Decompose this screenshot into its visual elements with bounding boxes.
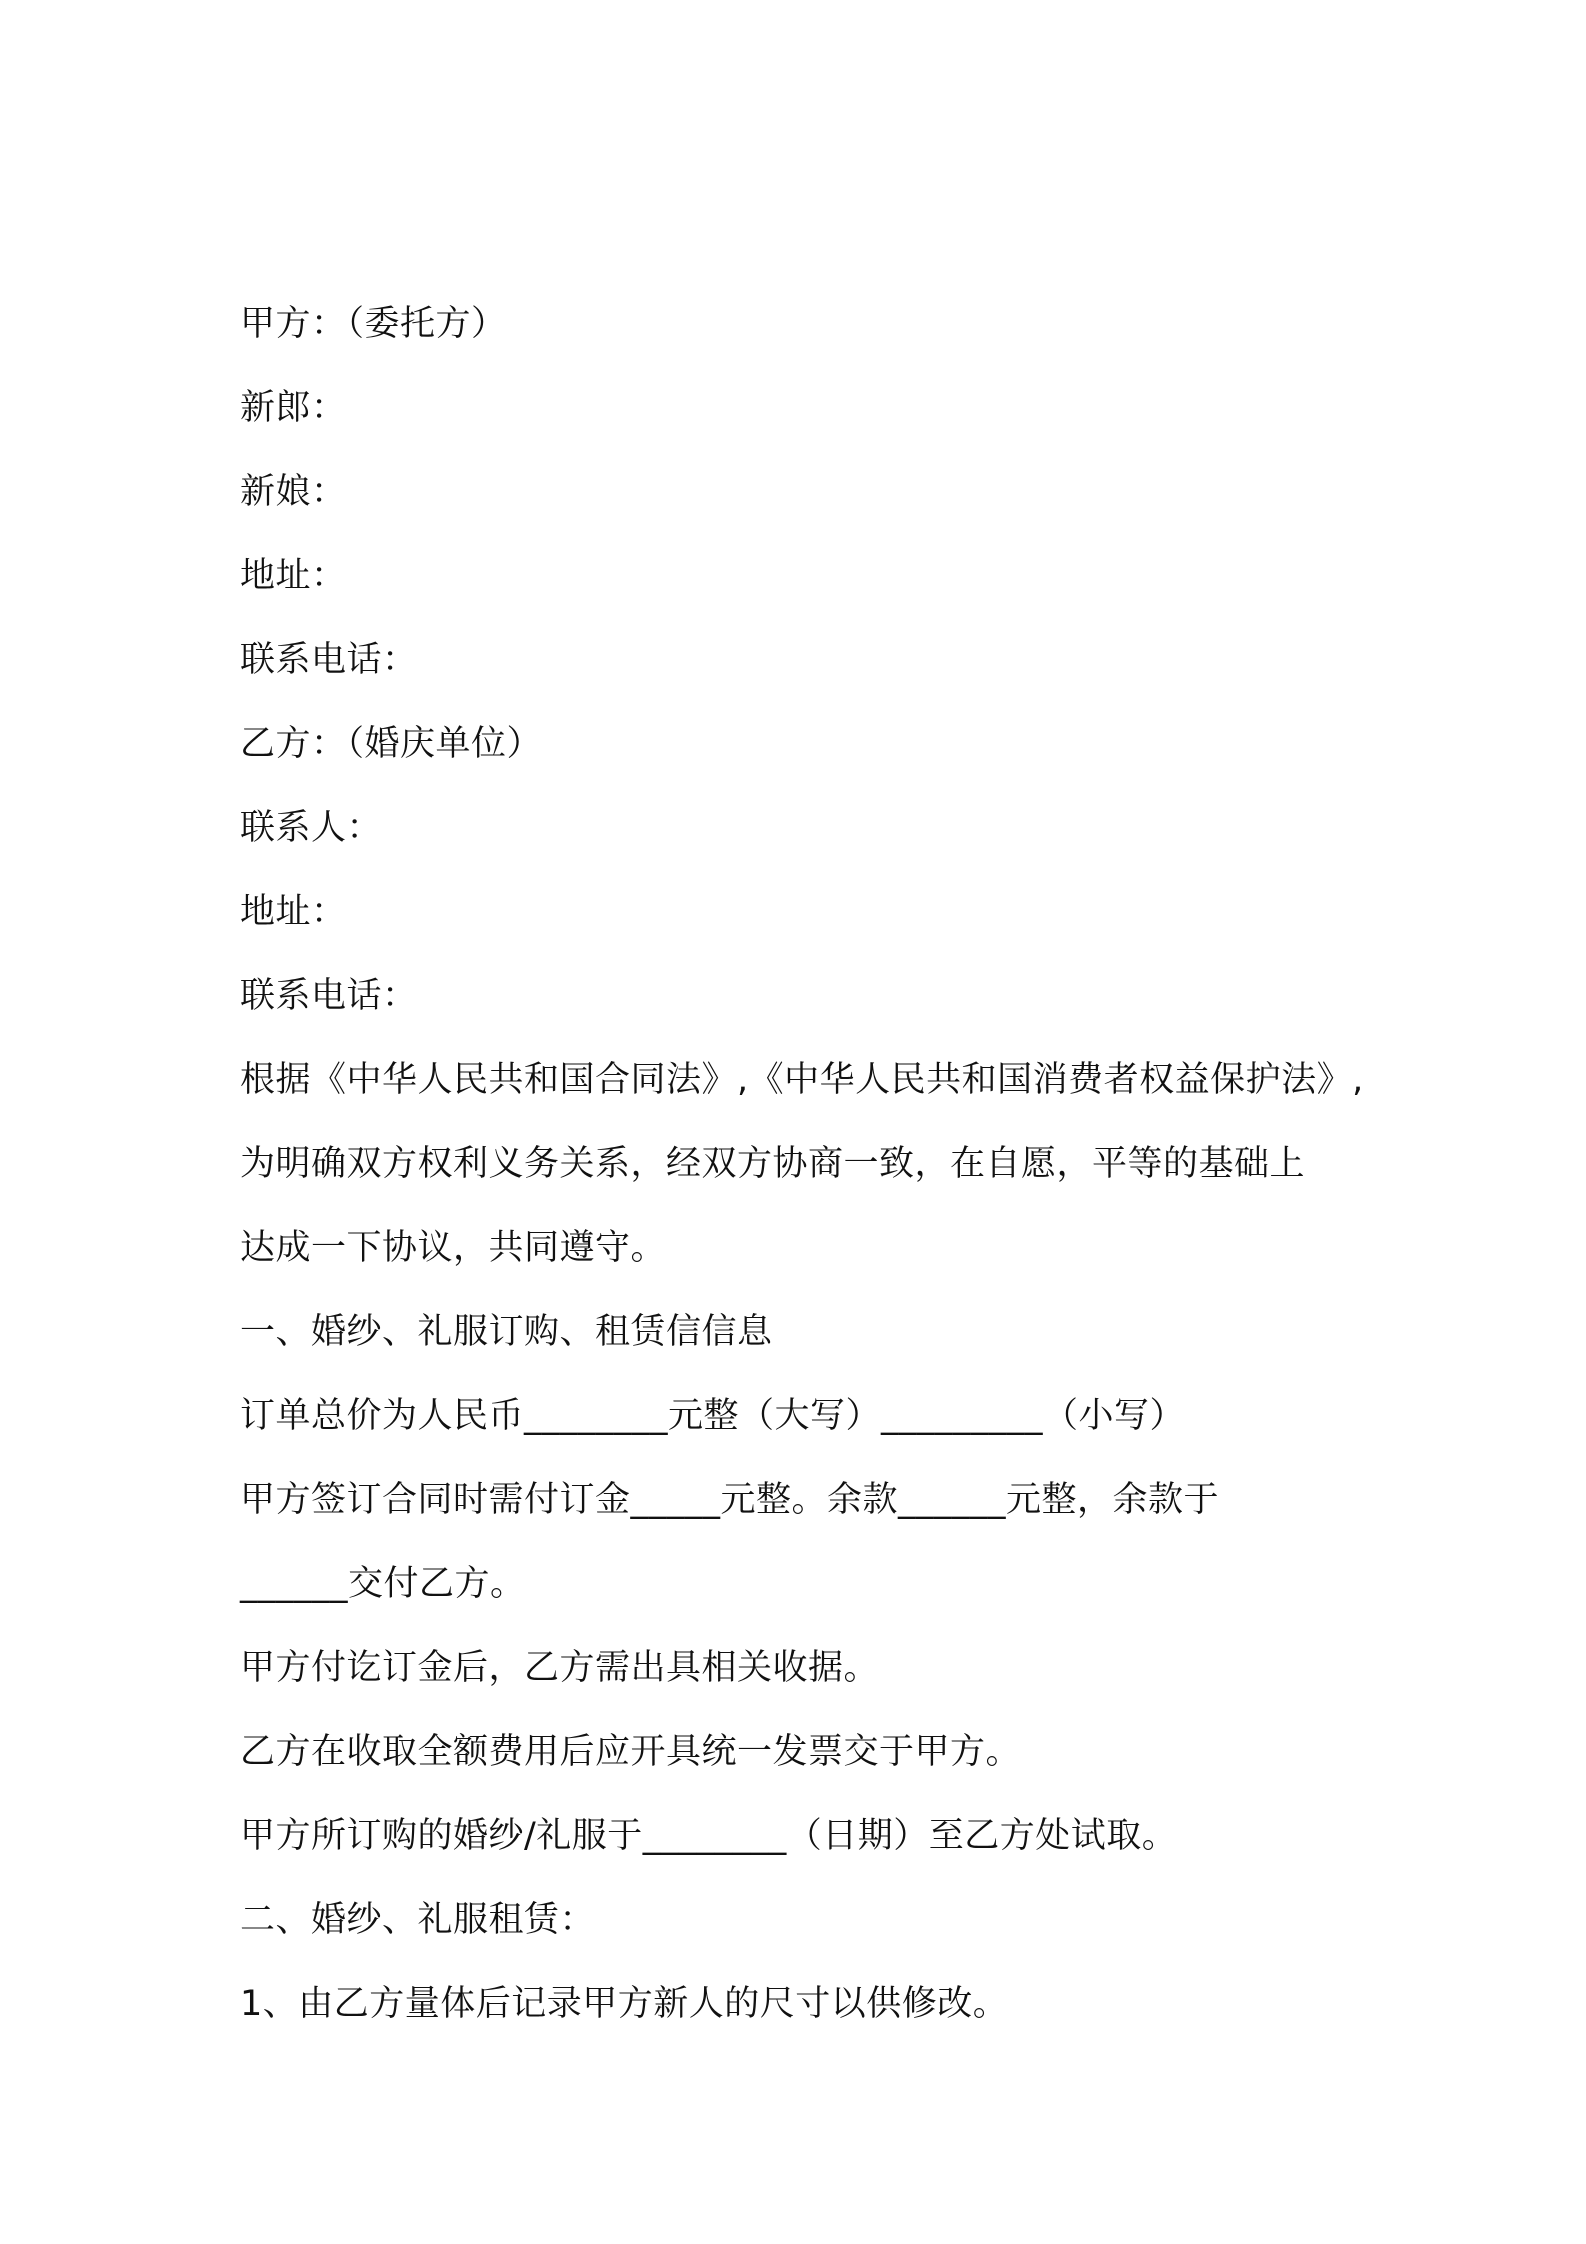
preamble-line-2: 为明确双方权利义务关系，经双方协商一致，在自愿，平等的基础上: [240, 1144, 1306, 1184]
section-2-heading: 二、婚纱、礼服租赁：: [240, 1900, 596, 1940]
contract-body: [240, 282, 1420, 2046]
fitting-date-line: 甲方所订购的婚纱/礼服于________（日期）至乙方处试取。: [240, 1816, 1178, 1856]
party-b-heading: 乙方：（婚庆单位）: [240, 724, 543, 764]
bride-field: 新娘：: [240, 472, 347, 512]
section-1-heading: 一、婚纱、礼服订购、租赁信信息: [240, 1312, 773, 1352]
party-b-phone-field: 联系电话：: [240, 976, 418, 1016]
balance-due-line: ______交付乙方。: [240, 1564, 526, 1604]
party-b-address-field: 地址：: [240, 892, 347, 932]
party-a-address-field: 地址：: [240, 556, 347, 596]
clause-1-line: 1、由乙方量体后记录甲方新人的尺寸以供修改。: [240, 1984, 1009, 2024]
party-b-contact-field: 联系人：: [240, 808, 383, 848]
preamble-line-3: 达成一下协议，共同遵守。: [240, 1228, 667, 1268]
deposit-line: 甲方签订合同时需付订金_____元整。余款______元整，余款于: [240, 1480, 1220, 1520]
party-a-phone-field: 联系电话：: [240, 640, 418, 680]
receipt-line: 甲方付讫订金后，乙方需出具相关收据。: [240, 1648, 880, 1688]
party-a-heading: 甲方：（委托方）: [240, 304, 507, 344]
preamble-line-1: 根据《中华人民共和国合同法》,《中华人民共和国消费者权益保护法》,: [240, 1060, 1364, 1100]
order-total-line: 订单总价为人民币________元整（大写）_________（小写）: [240, 1396, 1186, 1436]
groom-field: 新郎：: [240, 388, 347, 428]
invoice-line: 乙方在收取全额费用后应开具统一发票交于甲方。: [240, 1732, 1022, 1772]
